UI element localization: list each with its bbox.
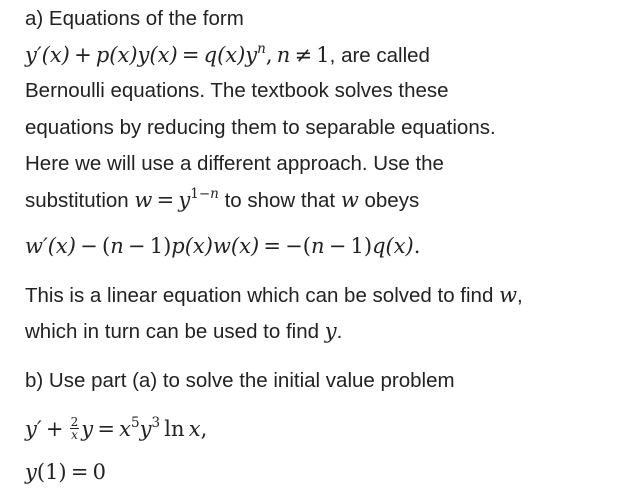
variable-y: y — [324, 319, 337, 343]
linear-equation: w′(x) − (n − 1)p(x)w(x) = −(n − 1)q(x). — [25, 234, 421, 258]
substitution-line: substitution $w = y^{1-n}$ to show that w obeys — [25, 186, 420, 212]
initial-condition-line — [25, 458, 106, 486]
bernoulli-equation: $y'(x) + p(x)y(x) = q(x)y^n$, n ≠ 1 — [25, 41, 330, 67]
bernoulli-equation-line: $y'(x) + p(x)y(x) = q(x)y^n$, n ≠ 1, are called — [25, 41, 430, 67]
linear-equation-line — [25, 232, 420, 260]
text-line-4: equations by reducing them to separable equations. — [25, 116, 496, 139]
two-over-x-fraction: $\frac{2}{x}$ — [70, 415, 79, 442]
text-line-3: Bernoulli equations. The textbook solves these — [25, 79, 449, 102]
ivp-equation-line — [25, 415, 207, 443]
initial-condition: y(1) = 0 — [25, 460, 107, 484]
text-line-5: Here we will use a different approach. Use the — [25, 152, 444, 175]
substitution-formula: $w = y^{1-n}$ — [134, 186, 219, 212]
variable-w: w — [340, 188, 359, 212]
text-line-9: which in turn can be used to find y. — [25, 319, 343, 343]
ivp-equation: y′ + $\frac{2}{x}$ $y = x^5y^3$ ln x, — [25, 415, 208, 442]
text-line-8: This is a linear equation which can be solved to find w, — [25, 283, 523, 307]
part-a-heading: a) Equations of the form — [25, 7, 244, 30]
part-b-heading: b) Use part (a) to solve the initial value problem — [25, 369, 455, 392]
variable-w-2: w — [499, 283, 518, 307]
